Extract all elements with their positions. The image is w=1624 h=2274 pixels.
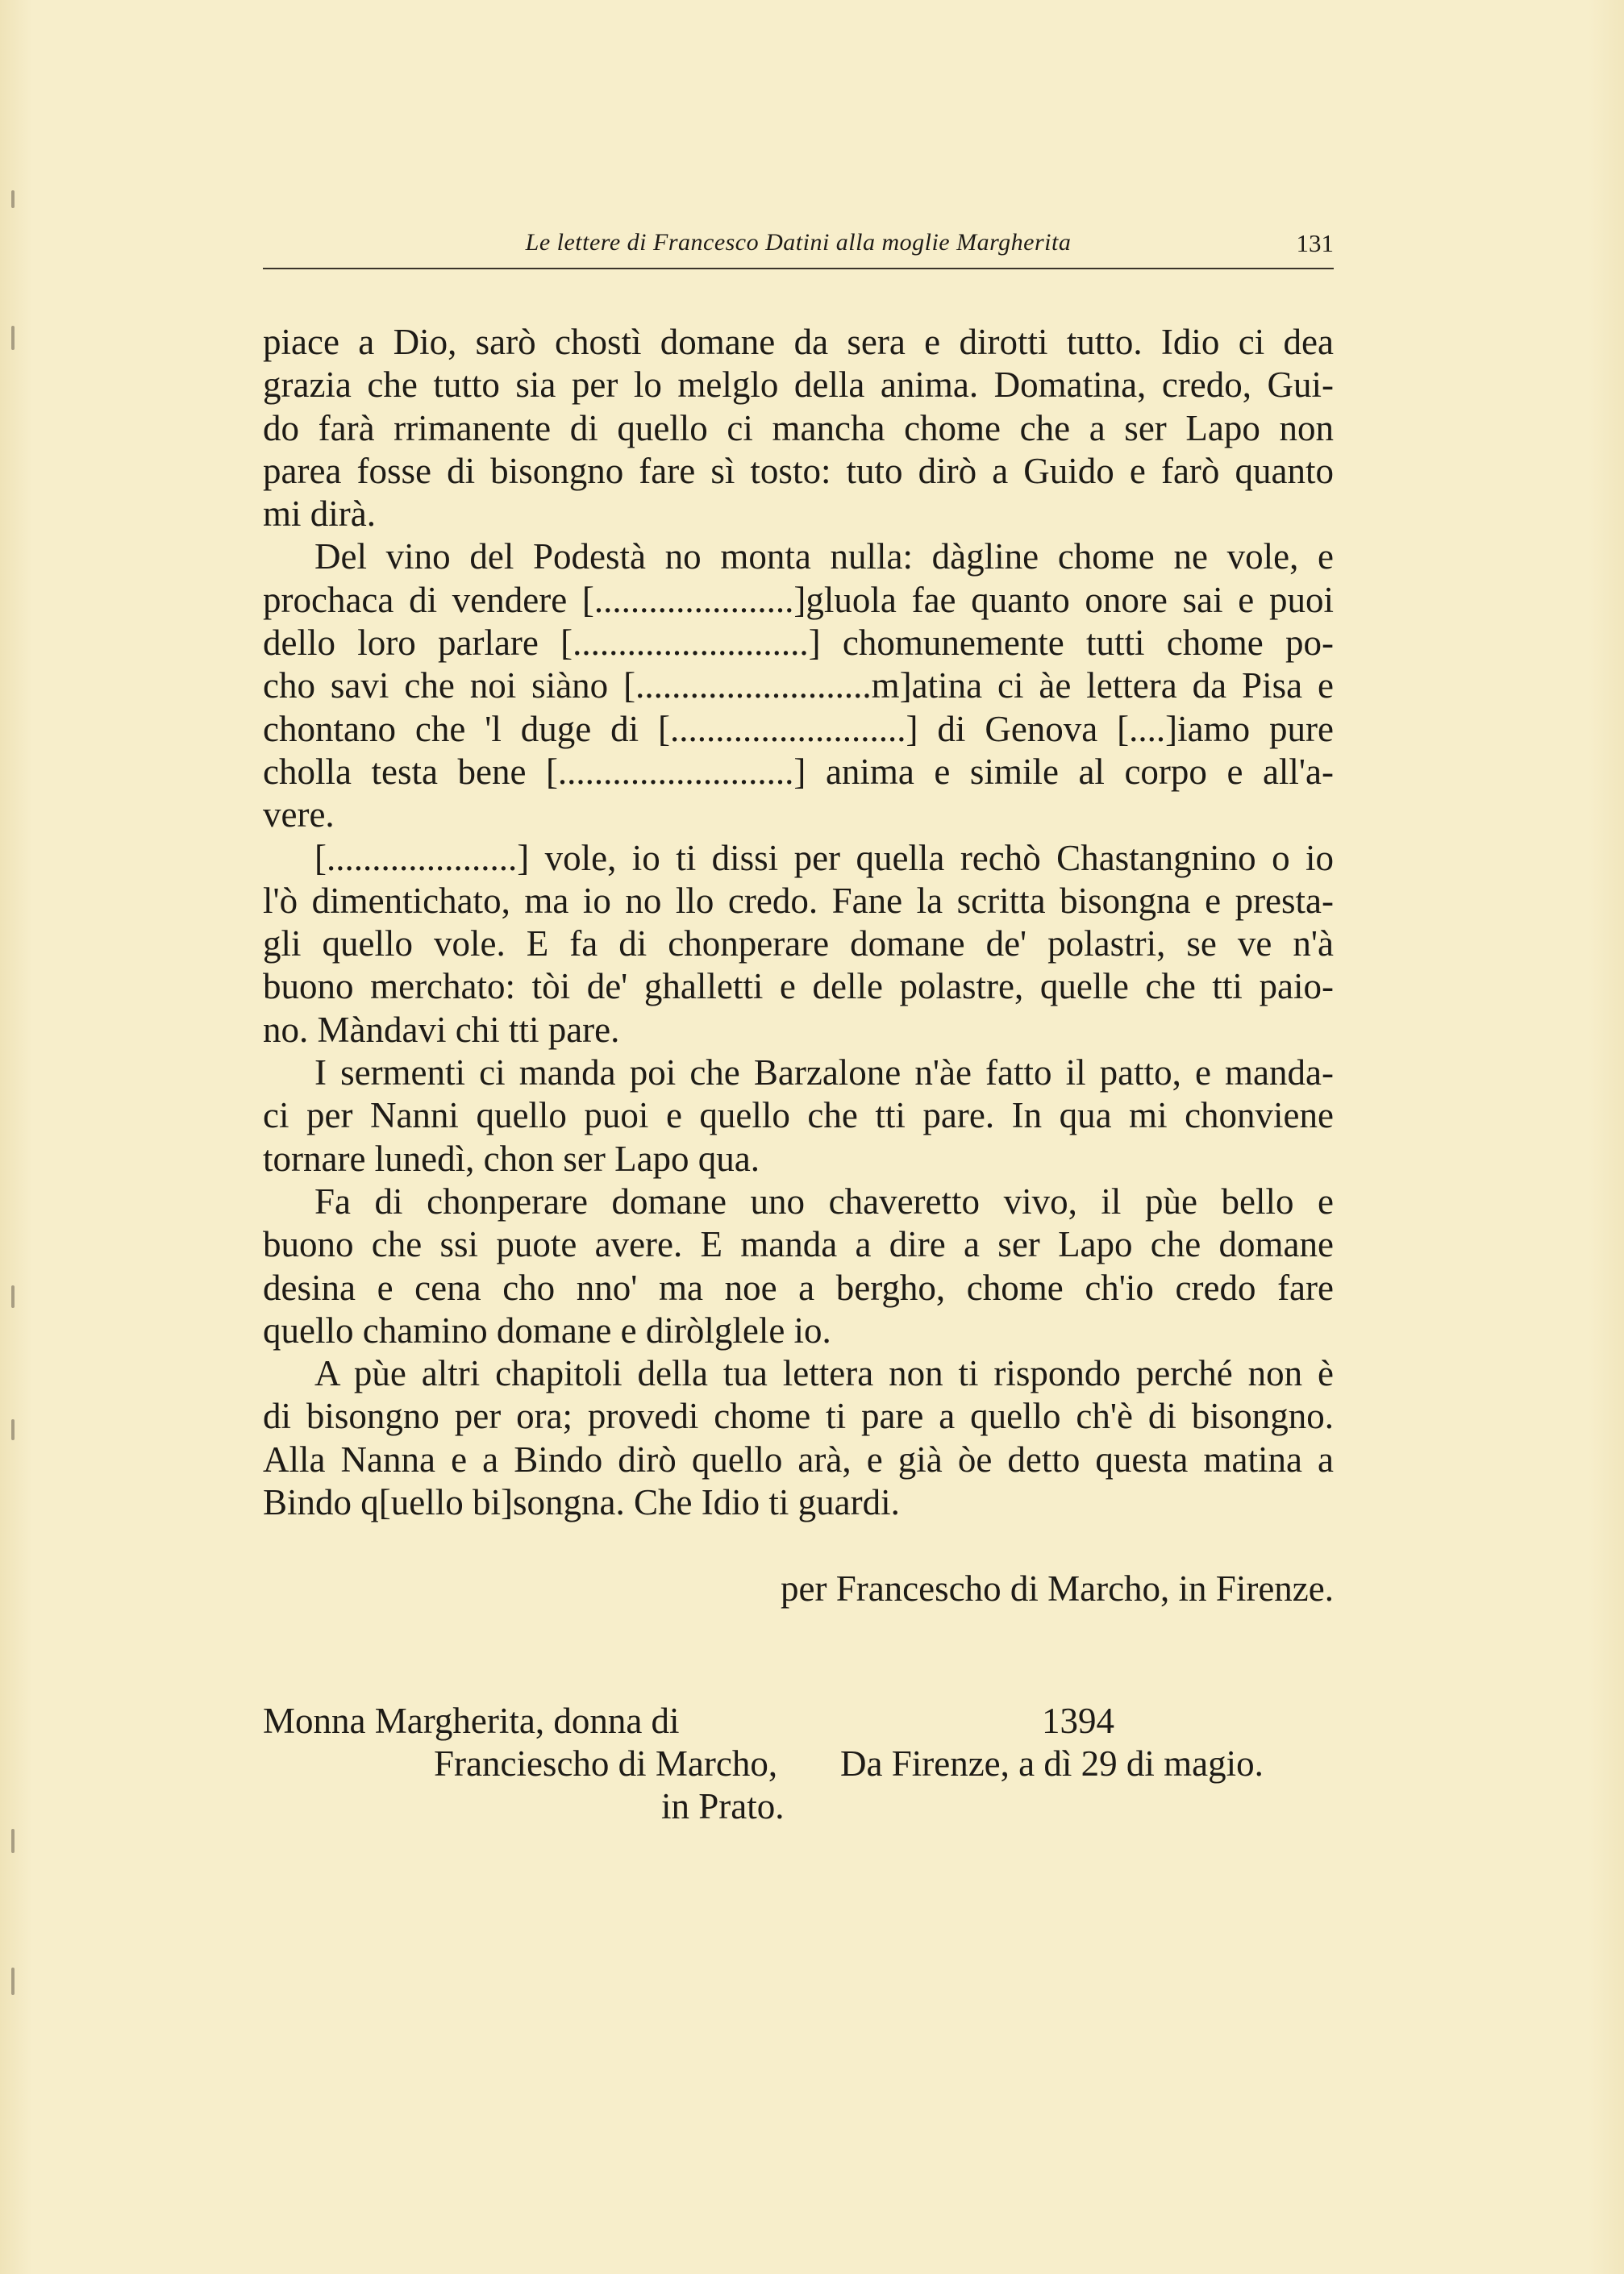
text-line: l'ò dimentichato, ma io no llo credo. Fane la scritta bisongna e presta- [263,880,1334,921]
recipient-line: in Prato. [661,1786,785,1826]
page-edge-mark [11,190,15,208]
text-line: buono merchato: tòi de' ghalletti e delle polastre, quelle che tti paio- [263,966,1334,1007]
page-edge-mark [11,1285,15,1308]
recipient-line: Monna Margherita, donna di [263,1701,680,1741]
page-edge-mark [11,1419,15,1440]
text-line: Bindo q[uello bi]songna. Che Idio ti guardi. [263,1482,900,1523]
text-line: di bisongno per ora; provedi chome ti pare a quello ch'è di bisongno. [263,1396,1334,1437]
text-line: ci per Nanni quello puoi e quello che tti pare. In qua mi chonviene [263,1095,1334,1136]
text-line: do farà rrimanente di quello ci mancha chome che a ser Lapo non [263,407,1334,448]
text-line: Alla Nanna e a Bindo dirò quello arà, e già òe detto questa matina a [263,1439,1334,1480]
text-line: I sermenti ci manda poi che Barzalone n'àe fatto il patto, e manda- [314,1052,1334,1093]
text-line: desina e cena cho nno' ma noe a bergho, chome ch'io credo fare [263,1267,1334,1308]
text-line: tornare lunedì, chon ser Lapo qua. [263,1138,760,1179]
letter-body [263,321,1334,1524]
text-line: Del vino del Podestà no monta nulla: dàgline chome ne vole, e [314,536,1334,577]
text-line: piace a Dio, sarò chostì domane da sera e dirotti tutto. Idio ci dea [263,322,1334,362]
recipient-line: Franciescho di Marcho, [434,1743,778,1784]
running-header [263,227,1334,269]
text-line: vere. [263,794,335,835]
text-line: cho savi che noi siàno [..........................m]atina ci àe lettera da Pisa e [263,665,1334,706]
text-line: quello chamino domane e diròlglele io. [263,1310,831,1351]
text-line: gli quello vole. E fa di chonperare domane de' polastri, se ve n'à [263,923,1334,964]
text-line: buono che ssi puote avere. E manda a dire a ser Lapo che domane [263,1224,1334,1265]
signoff: per Francescho di Marcho, in Firenze. [780,1568,1334,1609]
text-line: A pùe altri chapitoli della tua lettera non ti rispondo perché non è [314,1353,1334,1394]
text-line: grazia che tutto sia per lo melglo della anima. Domatina, credo, Gui- [263,364,1334,406]
text-line: no. Màndavi chi tti pare. [263,1009,620,1050]
text-line: parea fosse di bisongno fare sì tosto: tuto dirò a Guido e farò quanto [263,450,1334,491]
text-line: [.....................] vole, io ti dissi per quella rechò Chastangnino o io [314,837,1334,878]
place-date: Da Firenze, a dì 29 di magio. [840,1743,1264,1784]
page-edge-mark [11,326,15,350]
text-line: mi dirà. [263,494,376,535]
text-line: dello loro parlare [..........................] chomunemente tutti chome po- [263,623,1334,664]
page-edge-mark [11,1968,15,1995]
text-line: chontano che 'l duge di [..........................] di Genova [....]iamo pure [263,708,1334,749]
page-edge-mark [11,1829,15,1853]
text-line: prochaca di vendere [......................]gluola fae quanto onore sai e puoi [263,579,1334,620]
running-title: Le lettere di Francesco Datini alla moglie Margherita [525,229,1072,256]
letter-year: 1394 [1042,1701,1114,1741]
page-number: 131 [1296,229,1334,257]
text-line: Fa di chonperare domane uno chaveretto vivo, il pùe bello e [314,1181,1334,1222]
text-line: cholla testa bene [..........................] anima e simile al corpo e all'a- [263,751,1334,792]
